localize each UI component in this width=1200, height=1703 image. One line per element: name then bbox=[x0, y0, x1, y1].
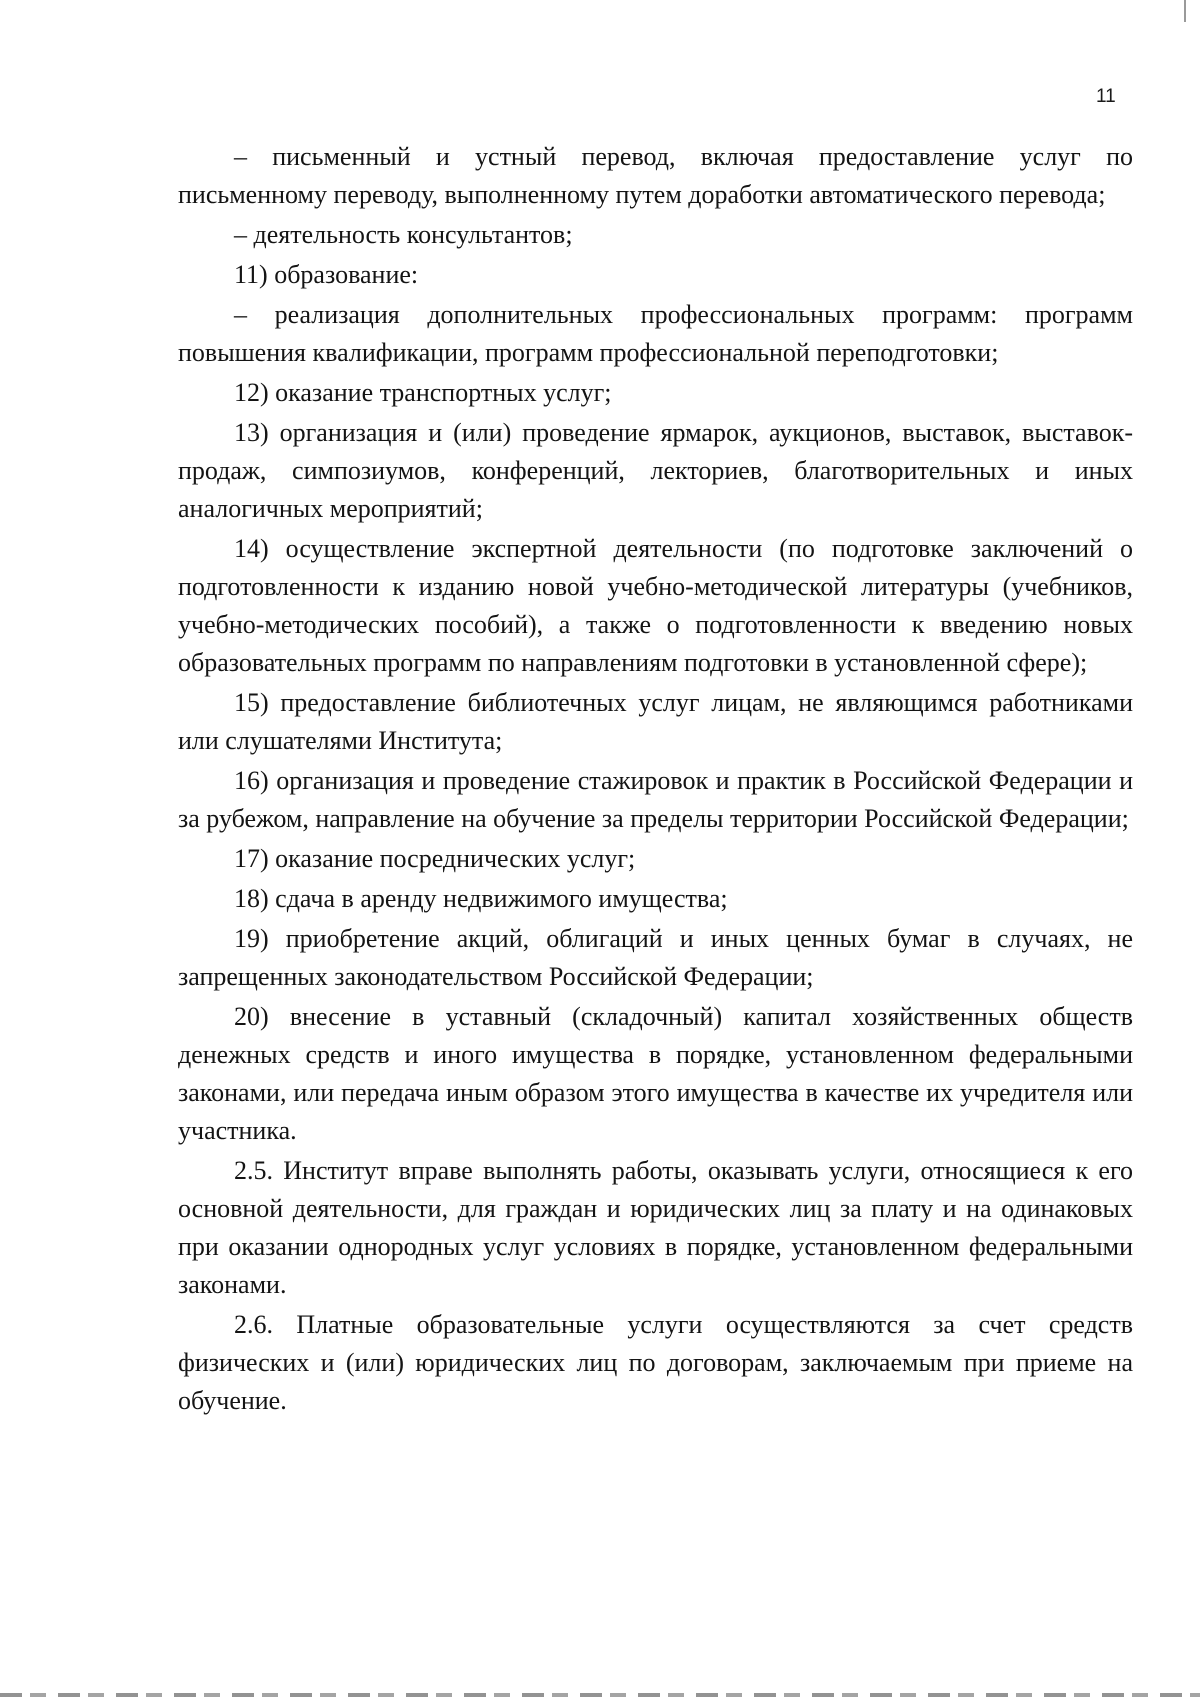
paragraph-translation: – письменный и устный перевод, включая предоставление услуг по письменному переводу, выполненному путем доработки автоматического перевода; bbox=[178, 142, 1133, 209]
paragraph-item-18: 18) сдача в аренду недвижимого имущества; bbox=[234, 884, 728, 913]
paragraph-item-14: 14) осуществление экспертной деятельности (по подготовке заключений о подготовленности к изданию новой учебно-методической литературы (учебников, учебно-методических пособий), а также о подготовленности к введению новых образовательных программ по направлениям подготовки в установленной сфере); bbox=[178, 534, 1133, 677]
paragraph-item-11: 11) образование: bbox=[234, 260, 419, 289]
scan-bottom-edge bbox=[0, 1693, 1200, 1697]
paragraph-item-16: 16) организация и проведение стажировок и практик в Российской Федерации и за рубежом, направление на обучение за пределы территории Российской Федерации; bbox=[178, 766, 1133, 833]
page-number: 11 bbox=[1096, 86, 1116, 107]
paragraph-clause-2-6: 2.6. Платные образовательные услуги осуществляются за счет средств физических и (или) юридических лиц по договорам, заключаемым при приеме на обучение. bbox=[178, 1310, 1133, 1415]
paragraph-item-15: 15) предоставление библиотечных услуг лицам, не являющимся работниками или слушателями Института; bbox=[178, 688, 1133, 755]
document-body bbox=[178, 138, 1133, 1420]
paragraph-item-19: 19) приобретение акций, облигаций и иных ценных бумаг в случаях, не запрещенных законодательством Российской Федерации; bbox=[178, 924, 1133, 991]
paragraph-item-17: 17) оказание посреднических услуг; bbox=[234, 844, 636, 873]
scan-edge-mark bbox=[1184, 0, 1186, 22]
paragraph-professional-programs: – реализация дополнительных профессиональных программ: программ повышения квалификации, программ профессиональной переподготовки; bbox=[178, 300, 1133, 367]
paragraph-clause-2-5: 2.5. Институт вправе выполнять работы, оказывать услуги, относящиеся к его основной деятельности, для граждан и юридических лиц за плату и на одинаковых при оказании однородных услуг условиях в порядке, установленном федеральными законами. bbox=[178, 1156, 1133, 1299]
paragraph-item-20: 20) внесение в уставный (складочный) капитал хозяйственных обществ денежных средств и иного имущества в порядке, установленном федеральными законами, или передача иным образом этого имущества в качестве их учредителя или участника. bbox=[178, 1002, 1133, 1145]
paragraph-item-12: 12) оказание транспортных услуг; bbox=[234, 378, 612, 407]
paragraph-consultants: – деятельность консультантов; bbox=[234, 220, 573, 249]
paragraph-item-13: 13) организация и (или) проведение ярмарок, аукционов, выставок, выставок-продаж, симпозиумов, конференций, лекториев, благотворительных и иных аналогичных мероприятий; bbox=[178, 418, 1133, 523]
